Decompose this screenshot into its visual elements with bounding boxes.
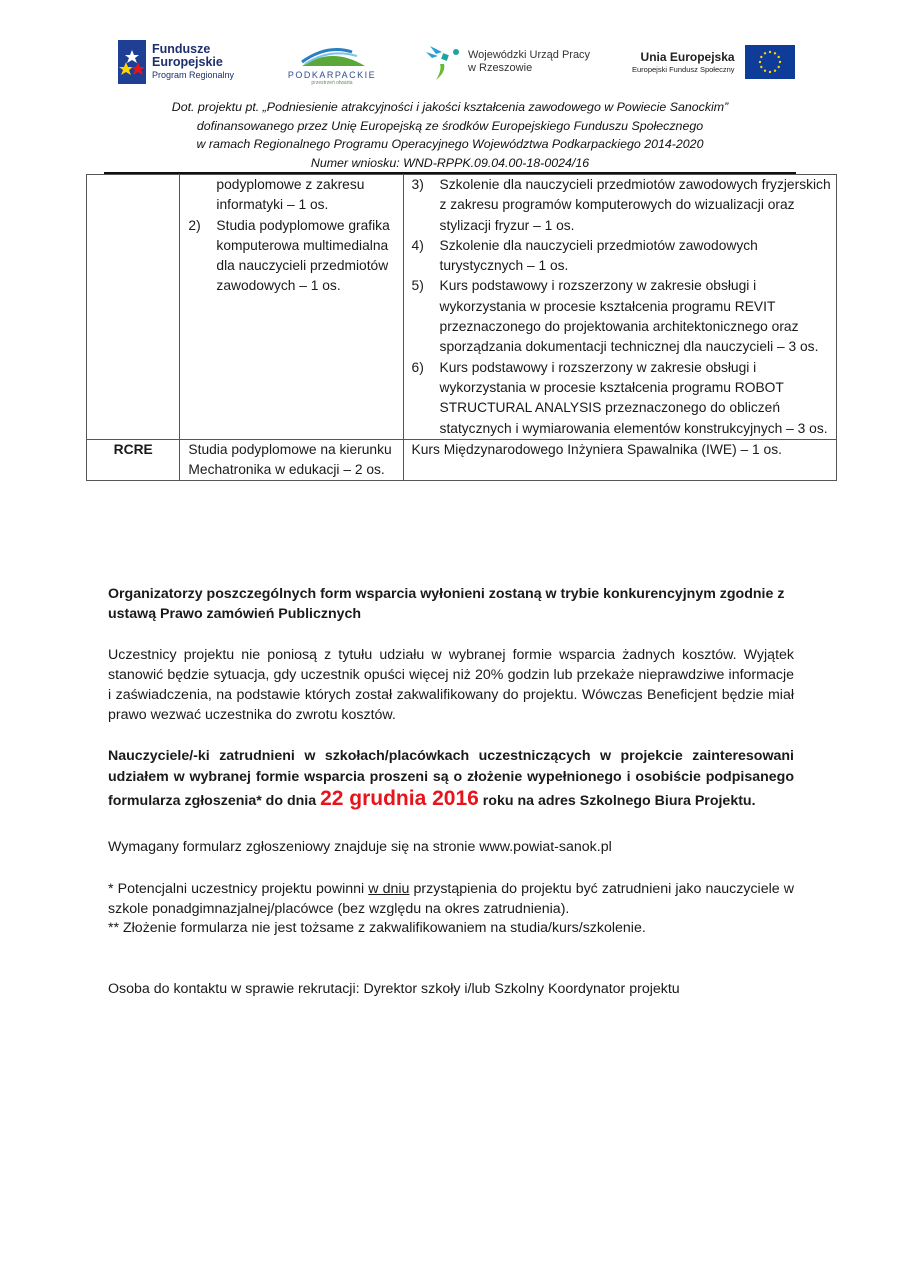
podkarpackie-tagline: przestrzeń otwarta bbox=[311, 80, 353, 86]
fe-line1: Fundusze bbox=[152, 42, 211, 57]
courses-cell bbox=[403, 175, 836, 440]
fe-star-icon bbox=[118, 40, 146, 84]
footnote-1-before: * Potencjalni uczestnicy projektu powinni bbox=[108, 881, 369, 897]
list-text: Szkolenie dla nauczycieli przedmiotów zawodowych turystycznych – 1 os. bbox=[439, 237, 758, 274]
wup-bird-icon bbox=[424, 42, 462, 82]
project-header bbox=[0, 98, 900, 172]
list-item bbox=[404, 276, 836, 357]
podkarpackie-name: PODKARPACKIE bbox=[287, 70, 377, 80]
footnote-1 bbox=[108, 879, 794, 919]
organizers-paragraph: Organizatorzy poszczególnych form wsparcia wyłonieni zostaną w trybie konkurencyjnym zgodnie z ustawą Prawo zamówień Publicznych bbox=[108, 586, 785, 622]
unia-europejska-logo bbox=[632, 38, 795, 86]
training-table bbox=[86, 174, 837, 481]
wup-logo bbox=[424, 38, 590, 86]
list-item bbox=[404, 358, 836, 439]
list-item-continuation: podyplomowe z zakresu informatyki – 1 os. bbox=[216, 177, 365, 213]
list-text: Studia podyplomowe grafika komputerowa multimedialna dla nauczycieli przedmiotów zawodowych – 1 os. bbox=[216, 217, 390, 294]
list-item bbox=[180, 216, 402, 297]
list-text: Kurs podstawowy i rozszerzony w zakresie obsługi i wykorzystania w procesie kształcenia programu REVIT przeznaczonego do projektowania architektonicznego oraz sporządzania dokumentacji technicznej dla nauczycieli – 3 os. bbox=[439, 278, 819, 355]
postgraduate-studies-cell: Studia podyplomowe na kierunku Mechatronika w edukacji – 2 os. bbox=[180, 439, 403, 481]
list-text: Szkolenie dla nauczycieli przedmiotów zawodowych fryzjerskich z zakresu programów komputerowych do wizualizacji oraz stylizacji fryzur – 1 os. bbox=[439, 177, 831, 233]
footnote-1-after: przystąpienia do projektu być zatrudnieni jako nauczyciele w szkole ponadgimnazjalnej/placówce (bez względu na okres zatrudnienia). bbox=[108, 881, 794, 917]
ue-line2: Europejski Fundusz Społeczny bbox=[632, 64, 735, 74]
list-number: 5) bbox=[411, 278, 424, 294]
logo-bar bbox=[0, 38, 900, 88]
eu-flag-icon bbox=[745, 45, 795, 79]
list-number: 6) bbox=[411, 359, 424, 375]
podkarpackie-logo bbox=[282, 38, 382, 86]
deadline-date: 22 grudnia 2016 bbox=[320, 787, 479, 810]
costs-paragraph: Uczestnicy projektu nie poniosą z tytułu udziału w wybranej formie wsparcia żadnych kosztów. Wyjątek stanowić będzie sytuacja, gdy uczestnik opuści więcej niż 20% godzin lub przekaże nieprawdziwe informacje i zaświadczenia, na podstawie których został zakwalifikowany do projektu. Wówczas Beneficjent będzie miał prawo wezwać uczestnika do zwrotu kosztów. bbox=[108, 647, 794, 723]
deadline-paragraph bbox=[108, 746, 794, 812]
header-program: w ramach Regionalnego Programu Operacyjnego Województwa Podkarpackiego 2014-2020 bbox=[196, 137, 704, 151]
wup-line1: Wojewódzki Urząd Pracy bbox=[468, 49, 591, 62]
deadline-text-after: roku na adres Szkolnego Biura Projektu. bbox=[478, 793, 756, 809]
deadline-text-before: Nauczyciele/-ki zatrudnieni w szkołach/placówkach uczestniczących w projekcie zainteresowani udziałem w wybranej formie wsparcia proszeni są o złożenie wypełnionego i osobiście podpisanego formularza zgłoszenia* do dnia bbox=[108, 748, 794, 809]
fe-line3: Program Regionalny bbox=[152, 70, 235, 81]
footnote-1-underlined: w dniu bbox=[368, 881, 410, 897]
form-location-paragraph: Wymagany formularz zgłoszeniowy znajduje się na stronie www.powiat-sanok.pl bbox=[108, 839, 612, 855]
fundusze-europejskie-logo bbox=[118, 38, 234, 86]
list-number: 4) bbox=[411, 237, 424, 253]
list-text: Kurs podstawowy i rozszerzony w zakresie obsługi i wykorzystania w procesie kształcenia programu ROBOT STRUCTURAL ANALYSIS przeznaczonego do obliczeń statycznych i wymiarowania elementów konstrukcyjnych – 3 os. bbox=[439, 359, 828, 436]
header-project-title: Dot. projektu pt. „Podniesienie atrakcyjności i jakości kształcenia zawodowego w Powiecie Sanockim” bbox=[171, 100, 729, 114]
wup-line2: w Rzeszowie bbox=[468, 62, 533, 74]
list-number: 3) bbox=[411, 177, 424, 192]
list-item bbox=[404, 236, 836, 277]
list-item bbox=[404, 175, 836, 236]
fe-line2: Europejskie bbox=[152, 55, 223, 70]
podkarpackie-hill-icon bbox=[297, 44, 367, 68]
list-number: 2) bbox=[188, 217, 201, 233]
school-cell: RCRE bbox=[87, 439, 180, 481]
table-row bbox=[87, 439, 837, 481]
courses-cell: Kurs Międzynarodowego Inżyniera Spawalnika (IWE) – 1 os. bbox=[403, 439, 836, 481]
ue-line1: Unia Europejska bbox=[640, 50, 735, 65]
header-application-number: Numer wniosku: WND-RPPK.09.04.00-18-0024/16 bbox=[310, 155, 590, 170]
footnote-2: ** Złożenie formularza nie jest tożsame z zakwalifikowaniem na studia/kurs/szkolenie. bbox=[108, 920, 646, 936]
contact-paragraph: Osoba do kontaktu w sprawie rekrutacji: Dyrektor szkoły i/lub Szkolny Koordynator projektu bbox=[108, 981, 680, 997]
table-row bbox=[87, 175, 837, 440]
school-cell bbox=[87, 175, 180, 440]
postgraduate-studies-cell bbox=[180, 175, 403, 440]
header-funding: dofinansowanego przez Unię Europejską ze środków Europejskiego Funduszu Społecznego bbox=[196, 118, 704, 133]
